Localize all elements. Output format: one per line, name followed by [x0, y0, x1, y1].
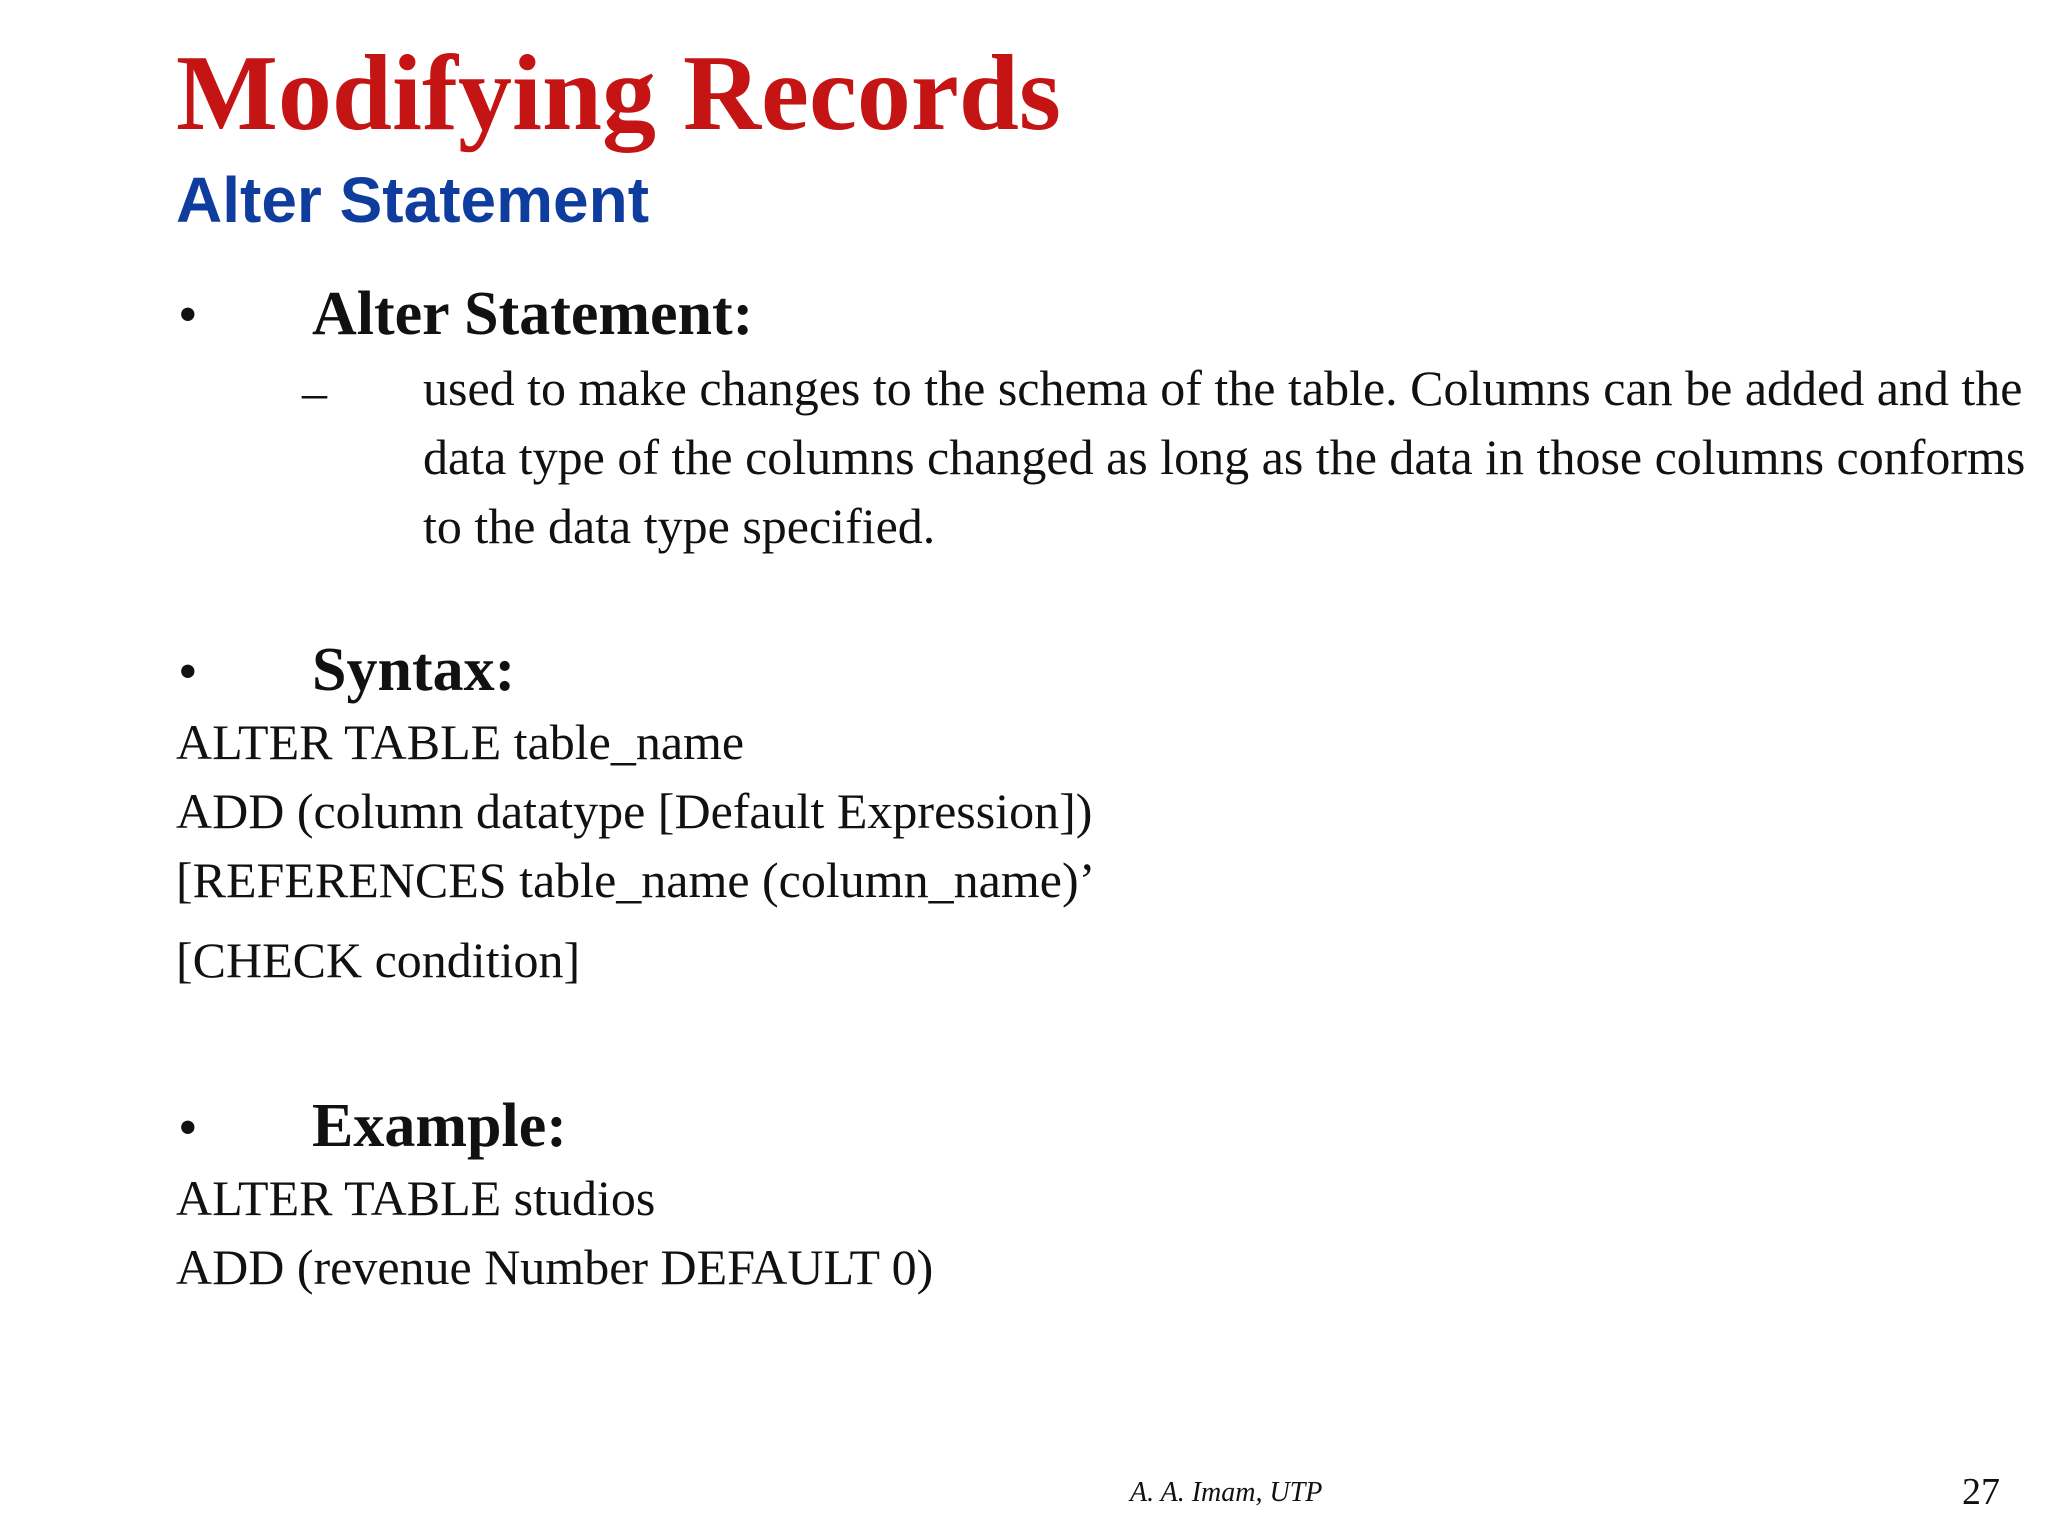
- syntax-line: ALTER TABLE table_name: [176, 714, 745, 770]
- section-heading: Syntax:: [312, 636, 516, 704]
- bullet-icon: •: [178, 284, 198, 346]
- example-line: ADD (revenue Number DEFAULT 0): [176, 1239, 934, 1295]
- bullet-icon: •: [178, 1097, 198, 1159]
- description-text: used to make changes to the schema of the table. Columns can be added and the data type of the columns changed as long as the data in those columns conforms to the data type specified.: [423, 360, 2026, 554]
- syntax-line: ADD (column datatype [Default Expression]): [176, 783, 1093, 839]
- slide-title: Modifying Records: [176, 34, 1061, 153]
- page-number: 27: [1962, 1471, 2000, 1513]
- example-line: ALTER TABLE studios: [176, 1170, 656, 1226]
- section-heading: Alter Statement:: [312, 280, 754, 348]
- bullet-icon: •: [178, 641, 198, 703]
- syntax-line: [CHECK condition]: [176, 932, 581, 988]
- footer-author: A. A. Imam, UTP: [1130, 1477, 1323, 1508]
- slide-subtitle: Alter Statement: [176, 164, 649, 236]
- section-heading: Example:: [312, 1092, 567, 1160]
- syntax-line: [REFERENCES table_name (column_name)’: [176, 852, 1096, 908]
- dash-icon: –: [302, 364, 327, 420]
